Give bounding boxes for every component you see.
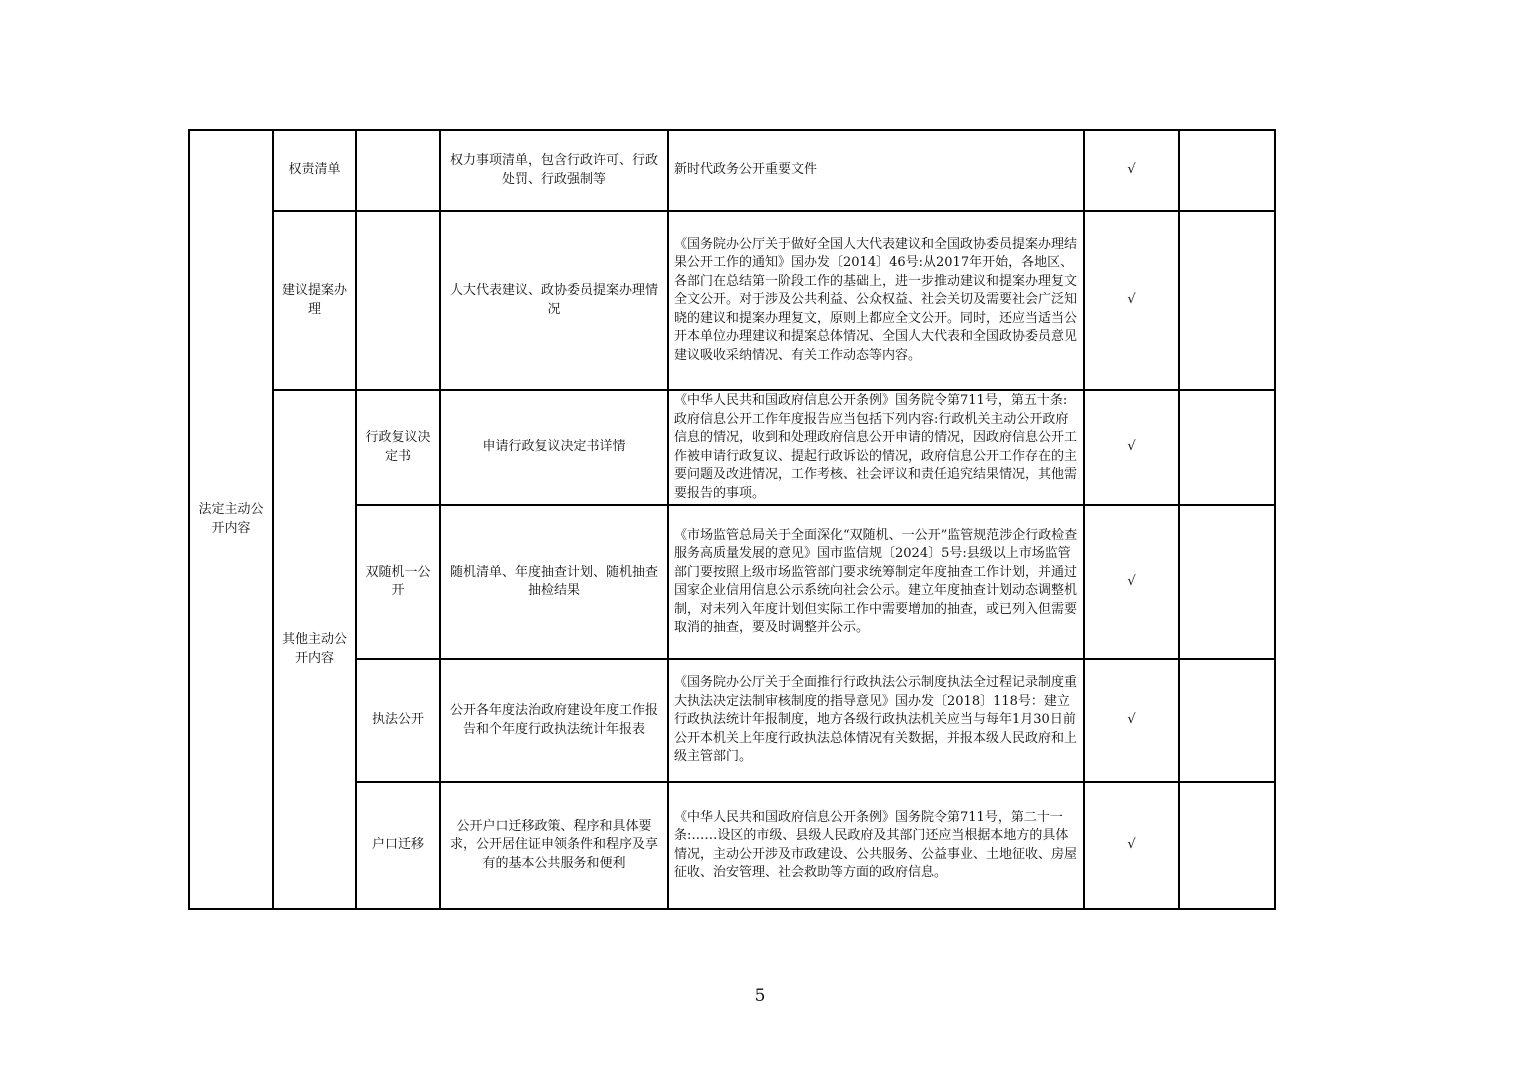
check-mark: √ bbox=[1084, 782, 1179, 909]
sub-item-cell bbox=[356, 130, 440, 211]
content-cell: 公开户口迁移政策、程序和具体要求，公开居住证申领条件和程序及享有的基本公共服务和便利 bbox=[440, 782, 668, 909]
note-cell bbox=[1179, 130, 1275, 211]
content-cell: 公开各年度法治政府建设年度工作报告和个年度行政执法统计年报表 bbox=[440, 659, 668, 782]
table-row bbox=[189, 130, 1275, 211]
sub-item-cell: 执法公开 bbox=[356, 659, 440, 782]
item-cell: 其他主动公开内容 bbox=[273, 390, 356, 909]
check-mark: √ bbox=[1084, 659, 1179, 782]
check-mark: √ bbox=[1084, 390, 1179, 505]
basis-cell: 《市场监管总局关于全面深化“双随机、一公开”监管规范涉企行政检查服务高质量发展的意见》国市监信规〔2024〕5号:县级以上市场监管部门要按照上级市场监管部门要求统筹制定年度抽查工作计划，并通过国家企业信用信息公示系统向社会公示。建立年度抽查计划动态调整机制，对未列入年度计划但实际工作中需要增加的抽查，或已列入但需要取消的抽查，要及时调整并公示。 bbox=[668, 505, 1084, 659]
check-mark: √ bbox=[1084, 130, 1179, 211]
basis-cell: 新时代政务公开重要文件 bbox=[668, 130, 1084, 211]
content-cell: 人大代表建议、政协委员提案办理情况 bbox=[440, 211, 668, 390]
note-cell bbox=[1179, 505, 1275, 659]
basis-cell: 《国务院办公厅关于全面推行行政执法公示制度执法全过程记录制度重大执法决定法制审核制度的指导意见》国办发〔2018〕118号：建立行政执法统计年报制度，地方各级行政执法机关应当与每年1月30日前公开本机关上年度行政执法总体情况有关数据，并报本级人民政府和上级主管部门。 bbox=[668, 659, 1084, 782]
disclosure-table bbox=[188, 129, 1276, 910]
note-cell bbox=[1179, 782, 1275, 909]
check-mark: √ bbox=[1084, 211, 1179, 390]
content-cell: 权力事项清单，包含行政许可、行政处罚、行政强制等 bbox=[440, 130, 668, 211]
table-row bbox=[189, 211, 1275, 390]
basis-cell: 《中华人民共和国政府信息公开条例》国务院令第711号，第二十一条:……设区的市级、县级人民政府及其部门还应当根据本地方的具体情况，主动公开涉及市政建设、公共服务、公益事业、土地征收、房屋征收、治安管理、社会救助等方面的政府信息。 bbox=[668, 782, 1084, 909]
category-cell: 法定主动公开内容 bbox=[189, 130, 273, 909]
sub-item-cell: 双随机一公开 bbox=[356, 505, 440, 659]
content-cell: 随机清单、年度抽查计划、随机抽查抽检结果 bbox=[440, 505, 668, 659]
note-cell bbox=[1179, 390, 1275, 505]
sub-item-cell bbox=[356, 211, 440, 390]
sub-item-cell: 户口迁移 bbox=[356, 782, 440, 909]
basis-cell: 《中华人民共和国政府信息公开条例》国务院令第711号，第五十条:政府信息公开工作年度报告应当包括下列内容:行政机关主动公开政府信息的情况，收到和处理政府信息公开申请的情况，因政府信息公开工作被申请行政复议、提起行政诉讼的情况，政府信息公开工作存在的主要问题及改进情况，工作考核、社会评议和责任追究结果情况，其他需要报告的事项。 bbox=[668, 390, 1084, 505]
content-cell: 申请行政复议决定书详情 bbox=[440, 390, 668, 505]
page-number: 5 bbox=[754, 986, 766, 1006]
basis-cell: 《国务院办公厅关于做好全国人大代表建议和全国政协委员提案办理结果公开工作的通知》国办发〔2014〕46号:从2017年开始，各地区、各部门在总结第一阶段工作的基础上，进一步推动建议和提案办理复文全文公开。对于涉及公共利益、公众权益、社会关切及需要社会广泛知晓的建议和提案办理复文，原则上都应全文公开。同时，还应当适当公开本单位办理建议和提案总体情况、全国人大代表和全国政协委员意见建议吸收采纳情况、有关工作动态等内容。 bbox=[668, 211, 1084, 390]
item-cell: 权责清单 bbox=[273, 130, 356, 211]
table-row bbox=[189, 390, 1275, 505]
note-cell bbox=[1179, 211, 1275, 390]
check-mark: √ bbox=[1084, 505, 1179, 659]
sub-item-cell: 行政复议决定书 bbox=[356, 390, 440, 505]
item-cell: 建议提案办理 bbox=[273, 211, 356, 390]
note-cell bbox=[1179, 659, 1275, 782]
